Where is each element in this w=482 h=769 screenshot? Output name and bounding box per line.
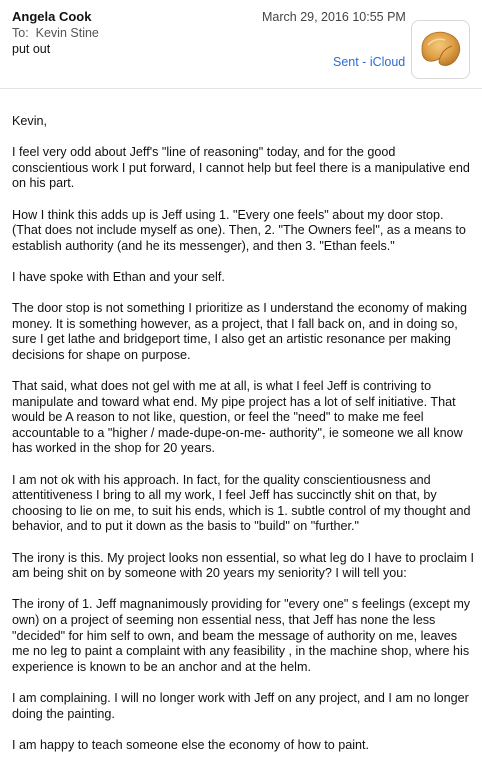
sender-name[interactable]: Angela Cook (12, 9, 92, 24)
body-paragraph: I am not ok with his approach. In fact, for the quality conscientiousness and attentitiveness I bring to all my work, I feel Jeff has succinctly shit on that, by choosing to lie on me, to suit his ends, which is 1. subtle control of my thought and behavior, and to put it down as the basis to "build" on "further." (12, 472, 471, 534)
body-paragraph: I have spoke with Ethan and your self. (12, 269, 225, 284)
body-paragraph: I feel very odd about Jeff's "line of reasoning" today, and for the good conscientious work I put forward, I cannot help but feel there is a manipulative end on his part. (12, 145, 470, 191)
avatar (411, 20, 470, 79)
body-paragraph: I am complaining. I will no longer work with Jeff on any project, and I am no longer doing the painting. (12, 690, 469, 721)
recipient-line (12, 26, 99, 40)
body-paragraph: Kevin, (12, 114, 48, 128)
body-paragraph: How I think this adds up is Jeff using 1. "Every one feels" about my door stop. (That does not include myself as one). Then, 2. "The Owners feel", as a means to establish authority (and he its messenger), and then 3. "Ethan feels." (12, 207, 466, 253)
body-paragraph: The door stop is not something I prioritize as I understand the economy of making money. It is something however, as a project, that I fall back on, and in doing so, sure I get lathe and bridgeport time, I also get an artistic resonance per making decisions for shape on purpose. (12, 301, 468, 362)
email-body (12, 114, 474, 769)
recipient-name[interactable]: Kevin Stine (35, 26, 99, 40)
body-paragraph: The irony is this. My project looks non essential, so what leg do I have to proclaim I am being shit on by someone with 20 years my seniority? I will tell you: (12, 550, 474, 581)
body-paragraph: I am happy to teach someone else the economy of how to paint. (12, 737, 370, 752)
email-header (0, 0, 482, 80)
body-paragraph: The irony of 1. Jeff magnanimously providing for "every one" s feelings (except my own) on a project of seeming non essential ness, that Jeff has none the less "decided" for him self to own, and beam the message of authority on me, leaves me no leg to paint a complaint with any feasibility , in the machine shop, where his experience is known to be an anchor and at the helm. (12, 597, 471, 674)
body-paragraph: That said, what does not gel with me at all, is what I feel Jeff is contriving to manipulate and toward what end. My pipe project has a lot of self initiative. That would be A reason to not like, question, or feel the "need" to make me feel accountable to a "higher / made-dupe-on-me- authority", ie someone we all know has worked in the shop for 20 years. (12, 379, 463, 456)
to-label: To: (12, 26, 29, 40)
sent-date: March 29, 2016 10:55 PM (262, 10, 406, 24)
mailbox-link[interactable]: Sent - iCloud (333, 55, 406, 69)
fortune-cookie-icon (412, 21, 469, 78)
header-divider (0, 88, 482, 89)
email-subject: put out (12, 42, 51, 56)
